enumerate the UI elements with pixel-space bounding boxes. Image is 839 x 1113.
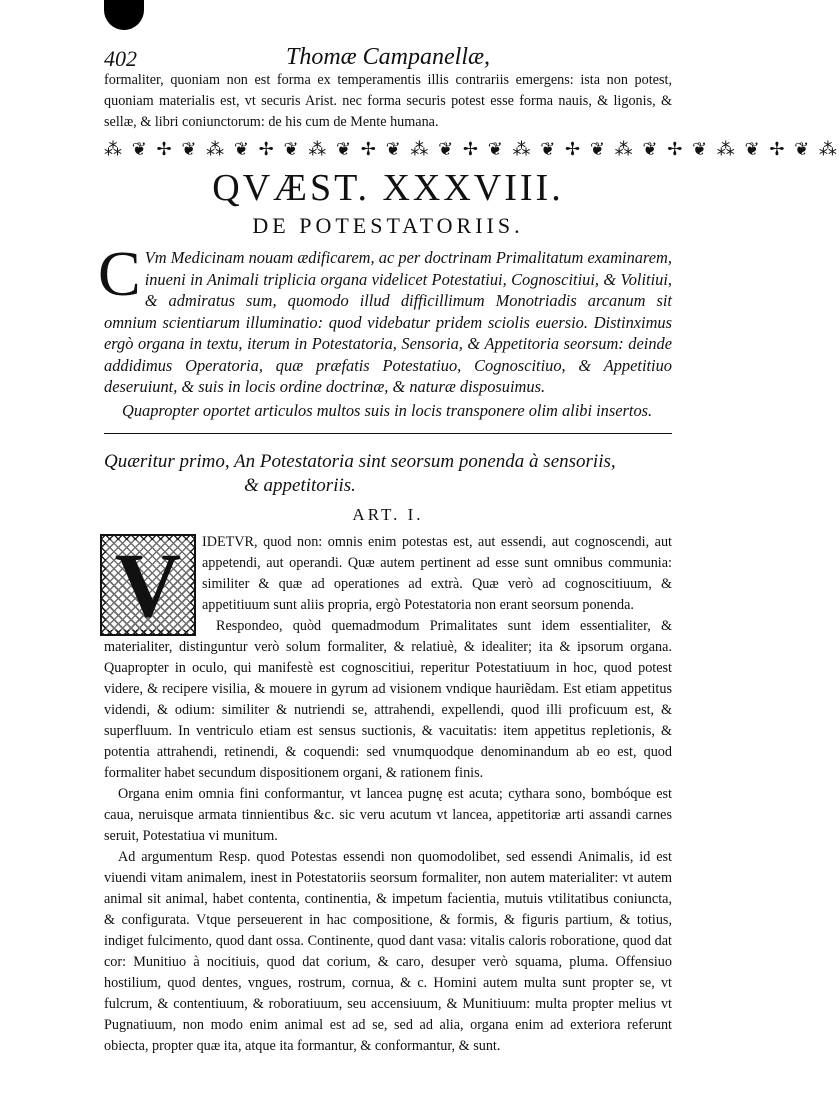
initial-letter: C: [98, 238, 141, 309]
ink-blot: [104, 0, 144, 30]
article-number: ART. I.: [352, 505, 424, 524]
article-question-line1: Quæritur primo, An Potestatoria sint seorsum ponenda à sensoriis,: [104, 451, 616, 472]
paragraph-videtur: IDETVR, quod non: omnis enim potestas est, aut essendi, aut cognoscendi, aut appetendi, aut operandi. Quæ autem pertinent ad esse sunt omnibus communia: similiter & quæ ad operationes ad extrà. Quæ verò ad cognoscitiuum, & appetitiuum sunt aliis propria, ergò Potestatoria non erant seorsum ponenda.: [202, 534, 672, 613]
decorated-drop-cap: [100, 534, 196, 636]
paragraph-organa: Organa enim omnia fini conformantur, vt lancea pugnę est acuta; cythara sono, bombóque est caua, neruisque armata tinnientibus &c. sic veru acutum vt lancea, appetitoriæ arti assandi carnes seruit, Potestatiua vi munitum.: [104, 786, 672, 844]
running-title: Thomæ Campanellæ,: [285, 44, 491, 70]
drop-cap-letter: V: [106, 540, 190, 630]
article-question-line2: & appetitoriis.: [244, 475, 356, 496]
book-page: [98, 44, 839, 1057]
carryover-text: formaliter, quoniam non est forma ex temperamentis illis contrariis emergens: ista non potest, quoniam materialis est, vt securis Arist. nec forma securis potest esse forma nauis, & ligonis, & sellæ, & libri coniunctorum: de his cum de Mente humana.: [104, 72, 672, 130]
ornamental-border: ⁂ ❦ ✢ ❦ ⁂ ❦ ✢ ❦ ⁂ ❦ ✢ ❦ ⁂ ❦ ✢ ❦ ⁂ ❦ ✢ ❦ ⁂ ❦ ✢ ❦ ⁂ ❦ ✢ ❦ ⁂: [104, 139, 839, 160]
intro-second-paragraph: Quapropter oportet articulos multos suis in locis transponere olim alibi insertos.: [122, 400, 653, 420]
article-body: [104, 532, 672, 1057]
page-number: 402: [104, 46, 137, 71]
question-title: DE POTESTATORIIS.: [252, 213, 524, 238]
article-question: [104, 450, 672, 498]
divider-rule: [104, 433, 672, 434]
question-number: QVÆST. XXXVIII.: [212, 167, 564, 209]
running-head: [104, 44, 672, 74]
introduction: [98, 238, 672, 421]
paragraph-ad-argumentum: Ad argumentum Resp. quod Potestas essendi non quomodolibet, sed essendi Animalis, id est viuendi vitam animalem, inest in Potestatoriis seorsum formaliter, non autem materialiter: vt autem animal sit animal, habet contenta, continentia, & impetum facientia, mutuis vtilitatibus coniuncta, & configurata. Vtque perseuerent in hac compositione, & formis, & figuris partium, & totius, indiget fulcimento, quod dant ossa. Continente, quod dant vasa: vitalis caloris roboratione, quod dat cor: Munitiuo à nocitiuis, quod dat corium, & caro, desuper verò squama, pluma. Offensiuo hostilium, quod dentes, vngues, rostrum, cornua, & c. Homini autem multa sunt propter se, vt fulcrum, & contentiuum, & roboratiuum, seu accensiuum, & Munitiuum: multa propter melius vt Pugnatiuum, non modo enim animal est ad se, sed ad alia, organa enim ad exteriora referunt obiecta, propter quæ ita, atque ita formantur, & conformantur, & sunt.: [104, 849, 672, 1054]
intro-paragraph: Vm Medicinam nouam ædificarem, ac per doctrinam Primalitatum examinarem, inueni in Animali triplicia organa videlicet Potestatiui, Cognoscitiui, & Volitiui, & admiratus sum, quomodo illud difficillimum Monotriadis arcanum sit omnium scientiarum illuminatio: quod videbatur pridem sciolis euersio. Distinximus ergò organa in textu, iterum in Potestatoria, Sensoria, & Appetitoria seorsum: deinde addidimus Operatoria, quæ præfatis Potestatiuo, Cognoscitiuo, & Appetitiuo deseruiunt, & suis in locis ordine doctrinæ, & naturæ disposuimus.: [104, 248, 672, 396]
paragraph-respondeo: Respondeo, quòd quemadmodum Primalitates sunt idem essentialiter, & materialiter, distinguntur verò solum formaliter, & relatiuè, & idealiter; ita & ipsorum organa. Quapropter in oculo, qui manifestè est cognoscitiui, reperitur Potestatiuum in hoc, quod potest videre, & recipere visilia, & mouere in gyrum ad visionem vndique hauriẽdam. Est etiam appetitus videndi, & odium: similiter & nutriendi se, attrahendi, expellendi, quod illi proficuum est, & superfluum. In ventriculo etiam est sensus suctionis, & vacuitatis: item appetitus repletionis, & potentia attrahendi, retinendi, & coquendi: sed vnumquodque denominandum ab eo est, quod formaliter habet secundum dispositionem organi, & rationem finis.: [104, 618, 672, 781]
